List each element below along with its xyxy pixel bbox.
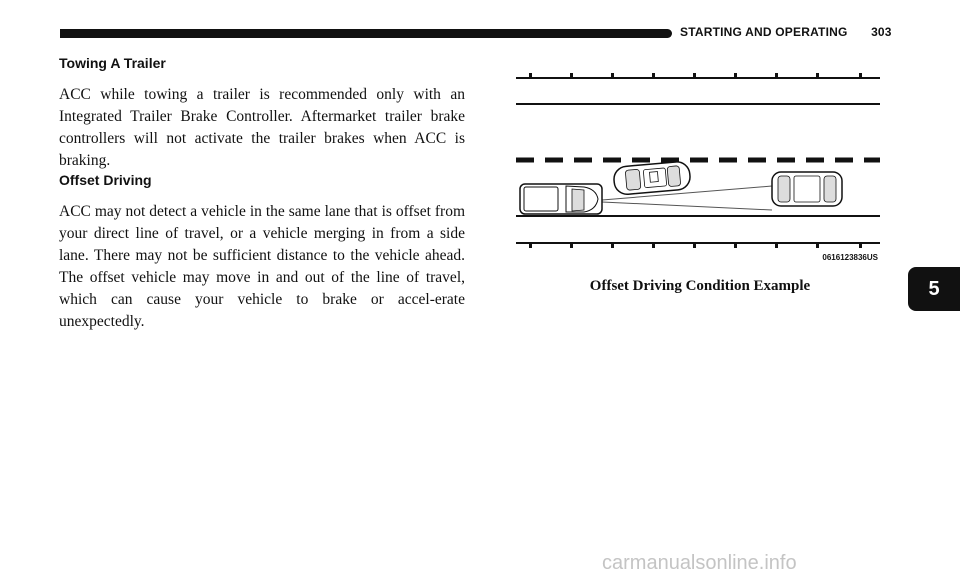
figure-caption: Offset Driving Condition Example: [589, 278, 811, 294]
chapter-tab: 5: [908, 267, 960, 311]
vehicle-ahead-suv: [772, 172, 842, 206]
paragraph-towing-a-trailer: ACC while towing a trailer is recommended only with an Integrated Trailer Brake Controller. Aftermarket trailer brake controllers will not activate the trailer brakes when ACC is braking.: [59, 86, 465, 169]
figure-code: 0616123836US: [822, 253, 878, 262]
heading-offset-driving: Offset Driving: [59, 172, 152, 188]
paragraph-offset-driving: ACC may not detect a vehicle in the same lane that is offset from your direct line of travel, or a vehicle merging in from a side lane. There may not be sufficient distance to the vehicle ahead. The offset vehicle may move in and out of the line of travel, which can cause your vehicle to brake or accel-erate unexpectedly.: [59, 203, 465, 330]
heading-towing-a-trailer: Towing A Trailer: [59, 55, 166, 71]
own-vehicle-truck: [520, 184, 602, 214]
sensor-line-lower: [602, 202, 772, 210]
offset-driving-illustration: [510, 66, 892, 266]
page-number: 303: [871, 25, 892, 39]
offset-vehicle: [613, 161, 691, 196]
header-rule: [60, 29, 672, 38]
running-header: [680, 25, 892, 41]
watermark: carmanualsonline.info: [602, 552, 797, 574]
section-title: STARTING AND OPERATING: [680, 25, 848, 39]
